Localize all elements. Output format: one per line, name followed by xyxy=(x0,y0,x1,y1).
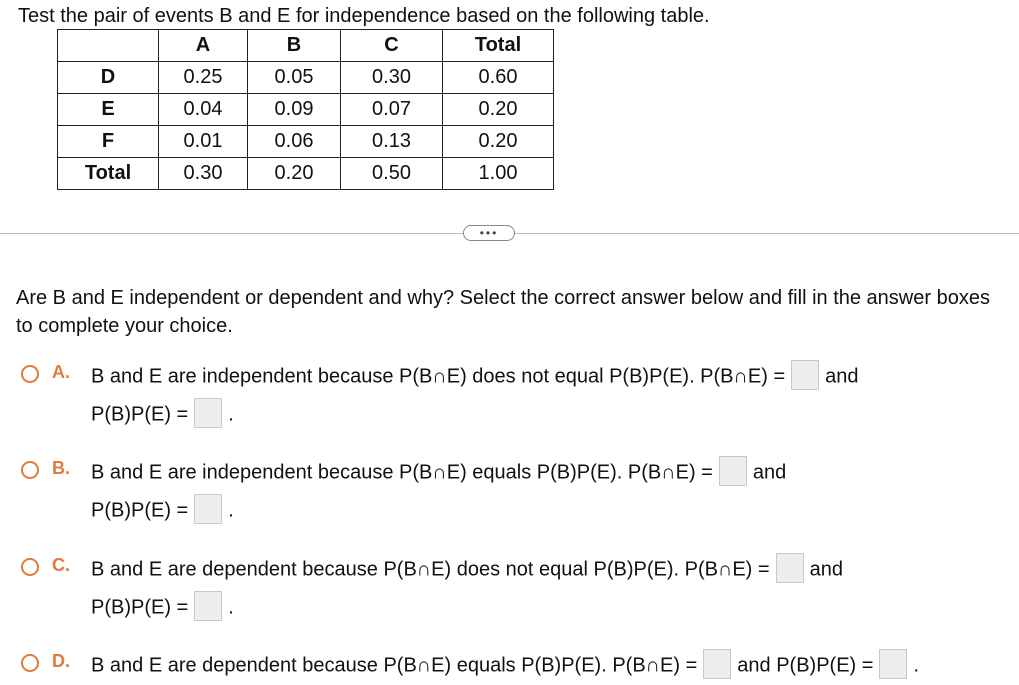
row-header-cell: D xyxy=(58,62,159,94)
table-header-cell: B xyxy=(248,30,341,62)
table-cell: 0.30 xyxy=(159,158,248,190)
table-cell: 0.09 xyxy=(248,94,341,126)
answer-box-product[interactable] xyxy=(194,591,222,621)
and-text: and xyxy=(809,558,843,581)
row-header-cell: Total xyxy=(58,158,159,190)
more-button[interactable]: ••• xyxy=(463,225,515,241)
table-cell: 1.00 xyxy=(443,158,554,190)
question-text: Are B and E independent or dependent and why? Select the correct answer below and fill in the answer boxes to complete your choice. xyxy=(16,287,990,337)
period-text: . xyxy=(228,403,234,426)
table-row xyxy=(58,62,554,94)
table-cell: 0.06 xyxy=(248,126,341,158)
period-text: . xyxy=(228,499,234,522)
table-cell: 0.30 xyxy=(341,62,443,94)
option-letter: C. xyxy=(52,555,70,575)
option-text: B and E are independent because P(B∩E) equals P(B)P(E). P(B∩E) = xyxy=(91,461,713,484)
radio-button-b[interactable] xyxy=(21,461,39,479)
table-cell: 0.01 xyxy=(159,126,248,158)
and-text: and P(B)P(E) = xyxy=(737,654,874,677)
table-row xyxy=(58,126,554,158)
option-text: B and E are dependent because P(B∩E) equals P(B)P(E). P(B∩E) = xyxy=(91,654,698,677)
table-cell: 0.05 xyxy=(248,62,341,94)
radio-button-c[interactable] xyxy=(21,558,39,576)
table-header-cell: A xyxy=(159,30,248,62)
period-text: . xyxy=(913,654,920,677)
option-text-line2: P(B)P(E) = xyxy=(91,596,189,619)
row-header-cell: F xyxy=(58,126,159,158)
table-cell: 0.20 xyxy=(443,94,554,126)
period-text: . xyxy=(228,596,234,619)
table-header-cell: C xyxy=(341,30,443,62)
table-cell: 0.60 xyxy=(443,62,554,94)
table-header-cell: Total xyxy=(443,30,554,62)
answer-box-product[interactable] xyxy=(194,398,222,428)
radio-button-a[interactable] xyxy=(21,365,39,383)
answer-box-intersection[interactable] xyxy=(791,360,819,390)
table-header-cell xyxy=(58,30,159,62)
table-cell: 0.20 xyxy=(443,126,554,158)
option-text: B and E are independent because P(B∩E) does not equal P(B)P(E). P(B∩E) = xyxy=(91,365,786,388)
option-letter: D. xyxy=(52,651,70,671)
table-cell: 0.25 xyxy=(159,62,248,94)
answer-box-intersection[interactable] xyxy=(719,456,747,486)
answer-box-product[interactable] xyxy=(194,494,222,524)
answer-box-intersection[interactable] xyxy=(776,553,804,583)
option-text-line2: P(B)P(E) = xyxy=(91,499,189,522)
table-row xyxy=(58,94,554,126)
table-header-row xyxy=(58,30,554,62)
option-text-line2: P(B)P(E) = xyxy=(91,403,189,426)
table-cell: 0.20 xyxy=(248,158,341,190)
radio-button-d[interactable] xyxy=(21,654,39,672)
answer-box-intersection[interactable] xyxy=(703,649,731,679)
option-text: B and E are dependent because P(B∩E) does not equal P(B)P(E). P(B∩E) = xyxy=(91,558,770,581)
row-header-cell: E xyxy=(58,94,159,126)
answer-box-product[interactable] xyxy=(879,649,907,679)
table-cell: 0.04 xyxy=(159,94,248,126)
table-cell: 0.07 xyxy=(341,94,443,126)
option-letter: B. xyxy=(52,458,70,478)
table-cell: 0.13 xyxy=(341,126,443,158)
and-text: and xyxy=(825,365,859,388)
table-row xyxy=(58,158,554,190)
table-cell: 0.50 xyxy=(341,158,443,190)
option-letter: A. xyxy=(52,362,70,382)
problem-prompt: Test the pair of events B and E for independence based on the following table. xyxy=(18,5,710,27)
probability-table xyxy=(57,29,554,190)
and-text: and xyxy=(752,461,787,484)
